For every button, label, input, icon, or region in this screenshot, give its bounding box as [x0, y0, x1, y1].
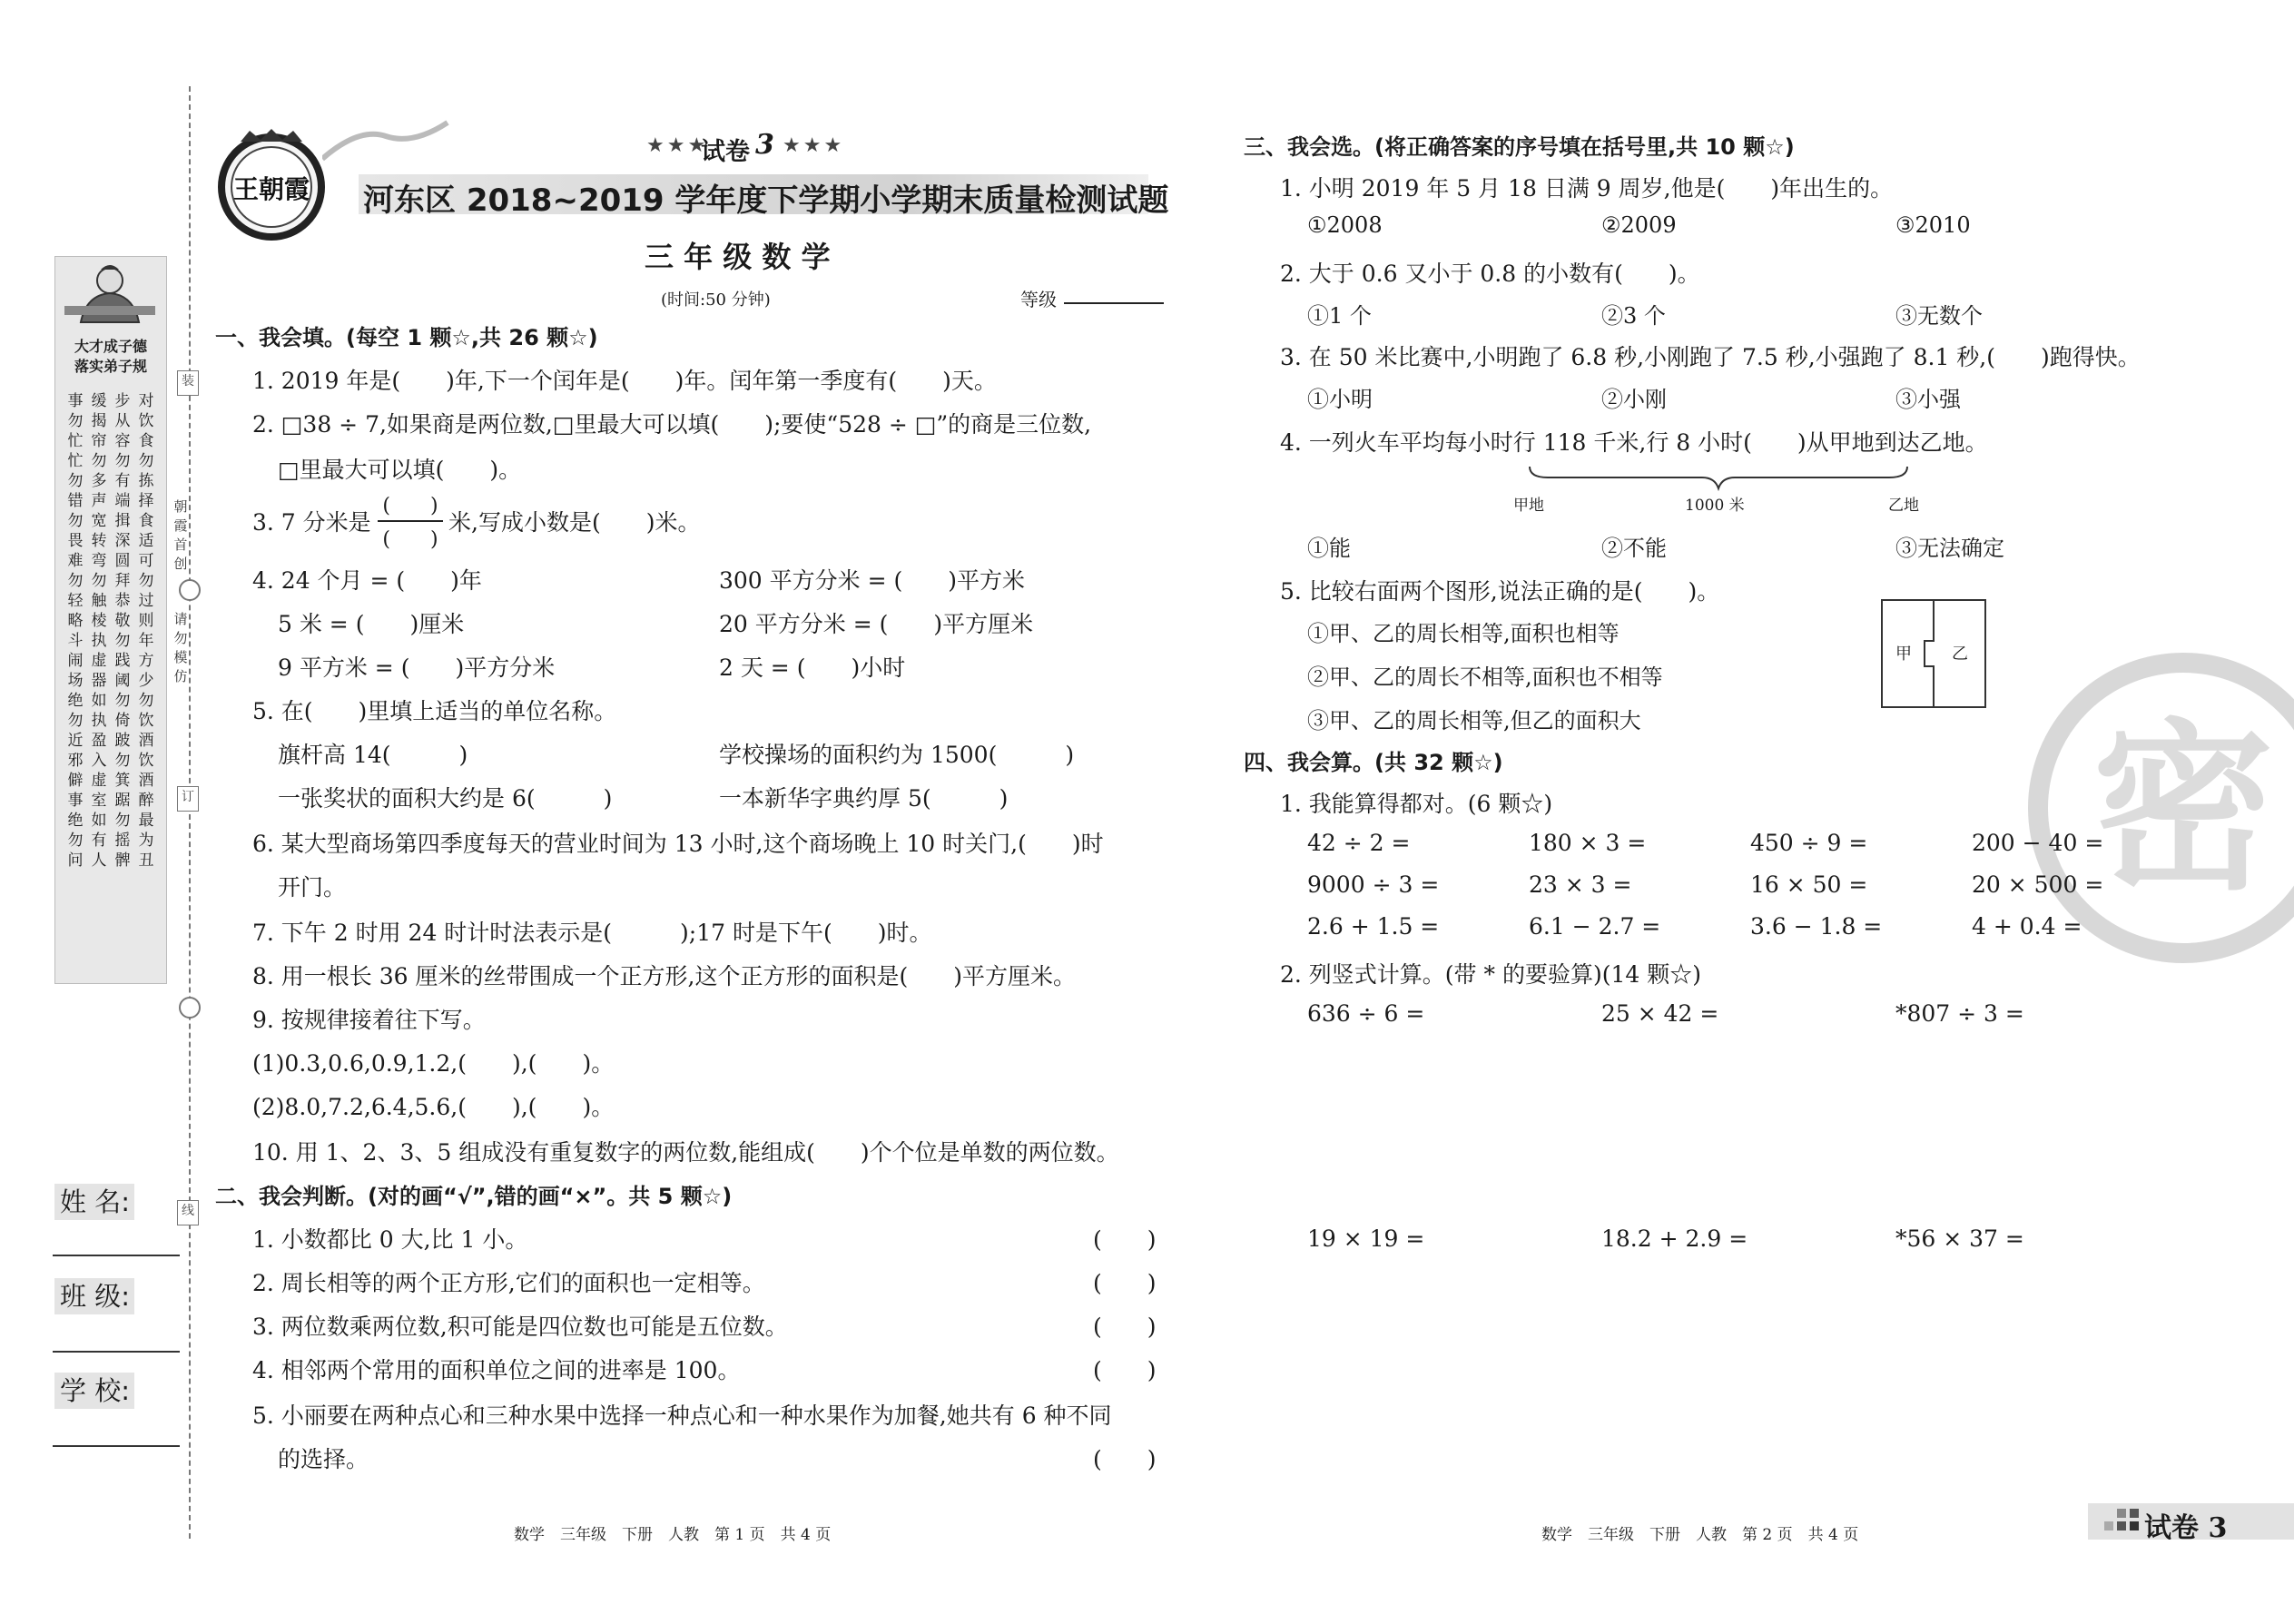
calc-item: 2.6 + 1.5 = [1307, 913, 1440, 940]
calc-item: 23 × 3 = [1529, 871, 1632, 898]
calc-item: 200 − 40 = [1972, 830, 2104, 856]
child-figure-illustration [55, 261, 164, 324]
proverb-panel [54, 256, 167, 984]
choice-2-option-a[interactable]: ①1 个 [1307, 303, 1372, 329]
question-1-3-prefix: 3. 7 分米是 [252, 509, 371, 536]
question-1-1: 1. 2019 年是( )年,下一个闰年是( )年。闰年第一季度有( )天。 [252, 368, 997, 394]
grade-label: 等级 [1020, 289, 1057, 310]
judge-item-2: 2. 周长相等的两个正方形,它们的面积也一定相等。 [252, 1270, 765, 1296]
proverb-column: 缓揭帘勿多声宽转弯勿触棱执虚器如执盈入虚室如有人 [91, 392, 107, 870]
calc-item: 6.1 − 2.7 = [1529, 913, 1661, 940]
question-1-2: 2. □38 ÷ 7,如果商是两位数,□里最大可以填( );要使“528 ÷ □”的商是三位数, [252, 411, 1092, 438]
choice-4-option-c[interactable]: ③无法确定 [1895, 536, 2004, 561]
calc-item: 9000 ÷ 3 = [1307, 871, 1440, 898]
choice-4-option-b[interactable]: ②不能 [1601, 536, 1667, 561]
choice-question-2: 2. 大于 0.6 又小于 0.8 的小数有( )。 [1280, 261, 1700, 287]
question-1-8: 8. 用一根长 36 厘米的丝带围成一个正方形,这个正方形的面积是( )平方厘米。 [252, 963, 1076, 989]
question-1-3-suffix: 米,写成小数是( )米。 [448, 509, 701, 536]
svg-text:密: 密 [2092, 704, 2275, 915]
calc-item: 20 × 500 = [1972, 871, 2104, 898]
judge-answer-2[interactable]: ( ) [1093, 1270, 1157, 1296]
shape-label-yi: 乙 [1952, 645, 1968, 664]
question-1-4f: 2 天 = ( )小时 [719, 655, 906, 681]
choice-2-option-c[interactable]: ③无数个 [1895, 303, 1983, 329]
question-1-5a: 旗杆高 14( ) [278, 742, 468, 768]
binding-mark-zhuang: 装 [177, 370, 199, 396]
question-1-6: 6. 某大型商场第四季度每天的营业时间为 13 小时,这个商场晚上 10 时关门,( )时 [252, 831, 1104, 857]
section-3-heading: 三、我会选。(将正确答案的序号填在括号里,共 10 颗☆) [1244, 134, 1795, 160]
shape-label-jia: 甲 [1895, 645, 1912, 664]
question-1-4b: 300 平方分米 = ( )平方米 [719, 567, 1026, 594]
calc-part-2-heading: 2. 列竖式计算。(带 * 的要验算)(14 颗☆) [1280, 961, 1701, 988]
distance-label: 1000 米 [1685, 497, 1745, 515]
calc-item: 450 ÷ 9 = [1750, 830, 1868, 856]
calc-part-1-heading: 1. 我能算得都对。(6 颗☆) [1280, 791, 1553, 817]
vertical-calc-item: *56 × 37 = [1895, 1225, 2024, 1252]
proverb-heading-1: 大才成子德 [74, 338, 147, 355]
proverb-heading-2: 落实弟子规 [74, 358, 147, 375]
corner-tag-label: 试卷 3 [2144, 1512, 2228, 1544]
judge-answer-1[interactable]: ( ) [1093, 1226, 1157, 1253]
proverb-column: 步从容勿有端揖深圆拜恭敬勿践阈勿倚跛勿箕踞勿摇髀 [114, 392, 131, 870]
grade-field[interactable] [1064, 302, 1164, 304]
footer-right: 数学 三年级 下册 人教 第 2 页 共 4 页 [1541, 1526, 1859, 1544]
shape-comparison-figure [1881, 599, 1986, 708]
fraction-numerator: ( ) [382, 495, 438, 517]
binding-dashed-line [189, 86, 191, 1539]
paper-tag: 试卷 [701, 138, 750, 166]
question-1-4e: 9 平方米 = ( )平方分米 [278, 655, 556, 681]
binding-hole [179, 997, 201, 1019]
calc-item: 3.6 − 1.8 = [1750, 913, 1883, 940]
time-note: (时间:50 分钟) [661, 290, 771, 310]
calc-item: 4 + 0.4 = [1972, 913, 2082, 940]
judge-item-1: 1. 小数都比 0 大,比 1 小。 [252, 1226, 528, 1253]
vertical-calc-item: 25 × 42 = [1601, 1000, 1719, 1027]
question-1-5: 5. 在( )里填上适当的单位名称。 [252, 698, 617, 724]
school-field[interactable] [53, 1445, 180, 1447]
side-note-original: 朝霞首创 [173, 498, 188, 572]
question-1-5b: 学校操场的面积约为 1500( ) [719, 742, 1075, 768]
class-label: 班 级: [54, 1278, 134, 1314]
place-label-yi: 乙地 [1888, 497, 1919, 515]
ribbon-decoration [322, 118, 449, 163]
vertical-calc-item: *807 ÷ 3 = [1895, 1000, 2024, 1027]
binding-mark-ding: 订 [177, 786, 199, 812]
school-label: 学 校: [54, 1373, 134, 1409]
fraction-blank [374, 490, 447, 552]
paper-number: 3 [755, 129, 774, 161]
choice-5-option-c[interactable]: ③甲、乙的周长相等,但乙的面积大 [1307, 708, 1641, 733]
choice-question-1: 1. 小明 2019 年 5 月 18 日满 9 周岁,他是( )年出生的。 [1280, 175, 1894, 202]
proverb-column: 对饮食勿拣择食适可勿过则年方少勿饮酒饮酒醉最为丑 [138, 392, 154, 870]
class-field[interactable] [53, 1351, 180, 1353]
question-1-9b: (2)8.0,7.2,6.4,5.6,( ),( )。 [252, 1094, 615, 1120]
stars-right-icon: ★★★ [783, 134, 845, 157]
choice-question-5: 5. 比较右面两个图形,说法正确的是( )。 [1280, 578, 1720, 605]
judge-answer-4[interactable]: ( ) [1093, 1357, 1157, 1383]
choice-5-option-b[interactable]: ②甲、乙的周长不相等,面积也不相等 [1307, 664, 1663, 690]
vertical-calc-item: 18.2 + 2.9 = [1601, 1225, 1748, 1252]
choice-question-4: 4. 一列火车平均每小时行 118 千米,行 8 小时( )从甲地到达乙地。 [1280, 429, 1988, 456]
calc-item: 42 ÷ 2 = [1307, 830, 1411, 856]
question-1-4d: 20 平方分米 = ( )平方厘米 [719, 611, 1034, 637]
choice-question-3: 3. 在 50 米比赛中,小明跑了 6.8 秒,小刚跑了 7.5 秒,小强跑了 8.1 秒,( )跑得快。 [1280, 344, 2141, 370]
vertical-calc-item: 19 × 19 = [1307, 1225, 1425, 1252]
stars-left-icon: ★★★ [646, 134, 709, 157]
section-1-heading: 一、我会填。(每空 1 颗☆,共 26 颗☆) [215, 325, 598, 350]
choice-4-option-a[interactable]: ①能 [1307, 536, 1351, 561]
fraction-bar [378, 520, 443, 522]
question-1-10: 10. 用 1、2、3、5 组成没有重复数字的两位数,能组成( )个个位是单数的两位数。 [252, 1139, 1119, 1166]
choice-2-option-b[interactable]: ②3 个 [1601, 303, 1666, 329]
brand-logo [213, 127, 330, 243]
judge-answer-5[interactable]: ( ) [1093, 1446, 1157, 1472]
judge-item-4: 4. 相邻两个常用的面积单位之间的进率是 100。 [252, 1357, 741, 1383]
question-1-5c: 一张奖状的面积大约是 6( ) [278, 785, 613, 812]
corner-tag [2088, 1503, 2294, 1544]
side-note-no-copy: 请勿模仿 [173, 611, 188, 684]
question-1-4c: 5 米 = ( )厘米 [278, 611, 465, 637]
proverb-column: 事勿忙忙勿错勿畏难勿轻略斗闹场绝勿近邪僻事绝勿问 [67, 392, 84, 870]
choice-1-option-a[interactable]: ①2008 [1307, 212, 1383, 238]
judge-item-3: 3. 两位数乘两位数,积可能是四位数也可能是五位数。 [252, 1314, 788, 1340]
choice-3-option-c[interactable]: ③小强 [1895, 387, 1961, 412]
question-1-5d: 一本新华字典约厚 5( ) [719, 785, 1009, 812]
checker-decoration [2090, 1503, 2144, 1540]
question-1-7: 7. 下午 2 时用 24 时计时法表示是( );17 时是下午( )时。 [252, 920, 932, 946]
exam-title: 河东区 2018~2019 学年度下学期小学期末质量检测试题 [363, 182, 1169, 219]
question-1-6-cont: 开门。 [278, 874, 347, 901]
name-label: 姓 名: [54, 1184, 134, 1220]
choice-3-option-a[interactable]: ①小明 [1307, 387, 1373, 412]
choice-1-option-b[interactable]: ②2009 [1601, 212, 1677, 238]
footer-left: 数学 三年级 下册 人教 第 1 页 共 4 页 [514, 1526, 832, 1544]
judge-answer-3[interactable]: ( ) [1093, 1314, 1157, 1340]
section-4-heading: 四、我会算。(共 32 颗☆) [1244, 750, 1503, 775]
choice-1-option-c[interactable]: ③2010 [1895, 212, 1971, 238]
fraction-denominator: ( ) [382, 528, 438, 551]
question-1-9: 9. 按规律接着往下写。 [252, 1007, 486, 1033]
question-1-2-cont: □里最大可以填( )。 [278, 457, 522, 483]
binding-hole [179, 579, 201, 601]
question-1-4a: 4. 24 个月 = ( )年 [252, 567, 482, 594]
choice-3-option-b[interactable]: ②小刚 [1601, 387, 1667, 412]
judge-item-5: 5. 小丽要在两种点心和三种水果中选择一种点心和一种水果作为加餐,她共有 6 种不同 [252, 1403, 1112, 1429]
choice-5-option-a[interactable]: ①甲、乙的周长相等,面积也相等 [1307, 621, 1620, 646]
calc-item: 180 × 3 = [1529, 830, 1647, 856]
place-label-jia: 甲地 [1513, 497, 1544, 515]
question-1-9a: (1)0.3,0.6,0.9,1.2,( ),( )。 [252, 1050, 615, 1077]
section-2-heading: 二、我会判断。(对的画“√”,错的画“×”。共 5 颗☆) [215, 1184, 733, 1209]
svg-text:王朝霞: 王朝霞 [232, 174, 310, 204]
judge-item-5-cont: 的选择。 [278, 1446, 369, 1472]
calc-item: 16 × 50 = [1750, 871, 1868, 898]
binding-mark-xian: 线 [177, 1200, 199, 1225]
subject-title: 三 年 级 数 学 [645, 240, 831, 274]
vertical-calc-item: 636 ÷ 6 = [1307, 1000, 1425, 1027]
name-field[interactable] [53, 1255, 180, 1256]
